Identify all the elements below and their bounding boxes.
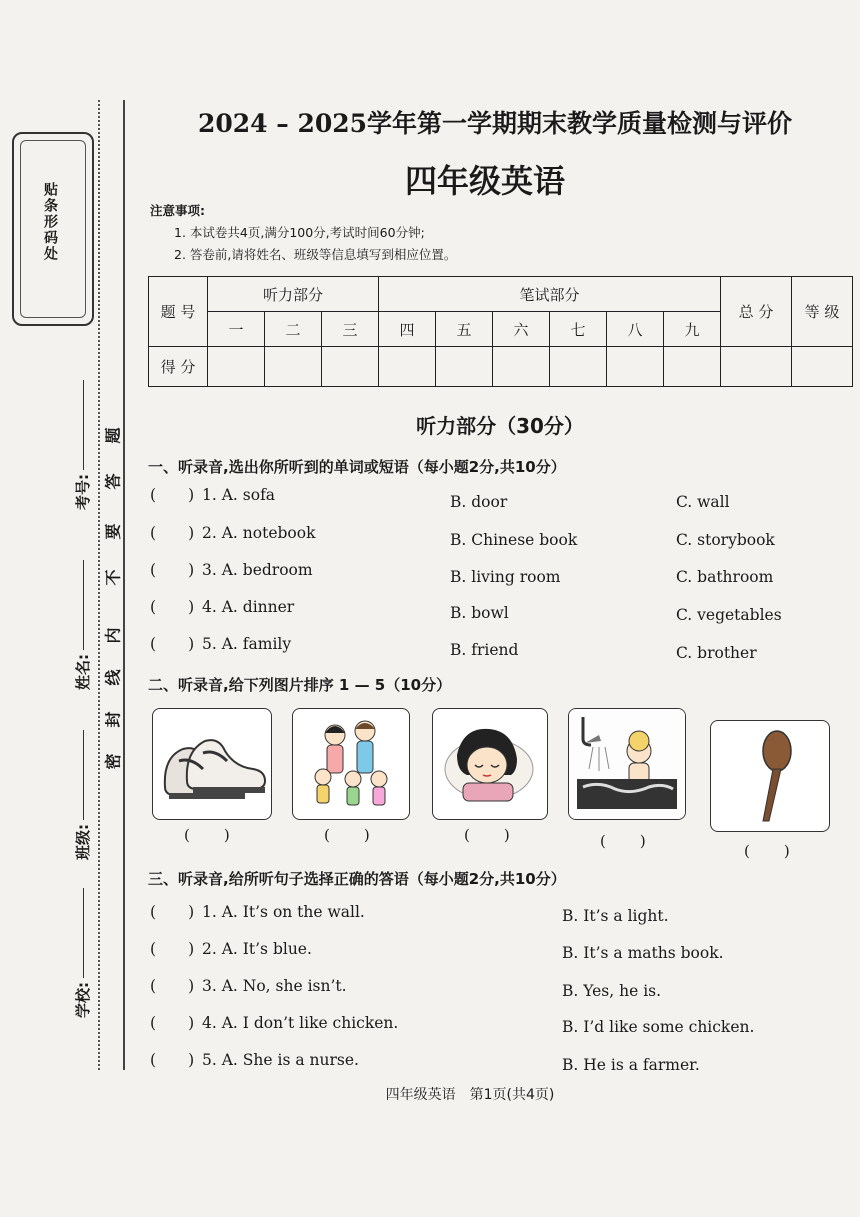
section1-q5[interactable]: ( ) 5. A. family [150, 635, 292, 653]
score-cell[interactable] [493, 347, 550, 387]
section1-q3-c: C. bathroom [676, 568, 774, 586]
score-cell[interactable] [322, 347, 379, 387]
section1-q3-b: B. living room [450, 568, 561, 586]
pic5-answer[interactable]: ( ) [744, 842, 790, 860]
exam-subtitle: 四年级英语 [404, 162, 565, 200]
exam-no-field[interactable]: 考号: [72, 380, 93, 510]
section3-q3-b: B. Yes, he is. [562, 982, 662, 1000]
section1-q1-b: B. door [450, 493, 508, 511]
score-cell[interactable] [436, 347, 493, 387]
class-field[interactable]: 班级: [72, 730, 93, 860]
shoes-icon [152, 708, 272, 820]
section1-q2-c: C. storybook [676, 531, 775, 549]
pic4-answer[interactable]: ( ) [600, 832, 646, 850]
family-icon [292, 708, 410, 820]
section2-title: 二、听录音,给下列图片排序 1 — 5（10分） [148, 676, 452, 694]
section3-q3[interactable]: ( ) 3. A. No, she isn’t. [150, 977, 347, 995]
section3-q1[interactable]: ( ) 1. A. It’s on the wall. [150, 903, 365, 921]
page-footer: 四年级英语 第1页(共4页) [385, 1087, 555, 1103]
section3-title: 三、听录音,给所听句子选择正确的答语（每小题2分,共10分） [148, 870, 566, 888]
section1-q1-c: C. wall [676, 493, 730, 511]
notes: 注意事项: 1. 本试卷共4页,满分100分,考试时间60分钟; 2. 答卷前,请将姓名、班级等信息填写到相应位置。 [150, 203, 457, 262]
section1-title: 一、听录音,选出你所听到的单词或短语（每小题2分,共10分） [148, 458, 566, 476]
pic2-answer[interactable]: ( ) [324, 826, 370, 844]
score-cell[interactable] [607, 347, 664, 387]
score-cell[interactable] [265, 347, 322, 387]
sleeping-girl-icon [432, 708, 548, 820]
score-cell[interactable] [379, 347, 436, 387]
section3-q5-b: B. He is a farmer. [562, 1056, 700, 1074]
pic3-answer[interactable]: ( ) [464, 826, 510, 844]
section1-q5-c: C. brother [676, 644, 757, 662]
exam-title: 2024 – 2025学年第一学期期末教学质量检测与评价 [197, 109, 793, 138]
section1-q2-b: B. Chinese book [450, 531, 578, 549]
spoon-icon [710, 720, 830, 832]
section3-q4[interactable]: ( ) 4. A. I don’t like chicken. [150, 1014, 399, 1032]
section1-q2[interactable]: ( ) 2. A. notebook [150, 524, 316, 542]
section3-q1-b: B. It’s a light. [562, 907, 669, 925]
section1-q4-b: B. bowl [450, 604, 509, 622]
name-field[interactable]: 姓名: [72, 560, 93, 690]
listening-part-title: 听力部分（30分） [416, 414, 584, 438]
score-cell[interactable] [792, 347, 853, 387]
section1-q3[interactable]: ( ) 3. A. bedroom [150, 561, 313, 579]
score-cell[interactable] [208, 347, 265, 387]
section3-q2-b: B. It’s a maths book. [562, 944, 724, 962]
section1-q4[interactable]: ( ) 4. A. dinner [150, 598, 295, 616]
section1-q4-c: C. vegetables [676, 606, 782, 624]
score-cell[interactable] [550, 347, 607, 387]
barcode-label: 贴条形码处 [42, 182, 58, 262]
section1-q5-b: B. friend [450, 641, 519, 659]
score-cell[interactable] [721, 347, 792, 387]
score-table: 题 号 听力部分 笔试部分 总 分 等 级 一 二 三 四 五 六 七 八 九 得 分 [148, 276, 853, 387]
section1-q1[interactable]: ( ) 1. A. sofa [150, 486, 276, 504]
pic1-answer[interactable]: ( ) [184, 826, 230, 844]
section3-q2[interactable]: ( ) 2. A. It’s blue. [150, 940, 312, 958]
section3-q4-b: B. I’d like some chicken. [562, 1018, 755, 1036]
score-cell[interactable] [664, 347, 721, 387]
school-field[interactable]: 学校: [72, 888, 93, 1018]
shower-icon [568, 708, 686, 820]
section3-q5[interactable]: ( ) 5. A. She is a nurse. [150, 1051, 359, 1069]
